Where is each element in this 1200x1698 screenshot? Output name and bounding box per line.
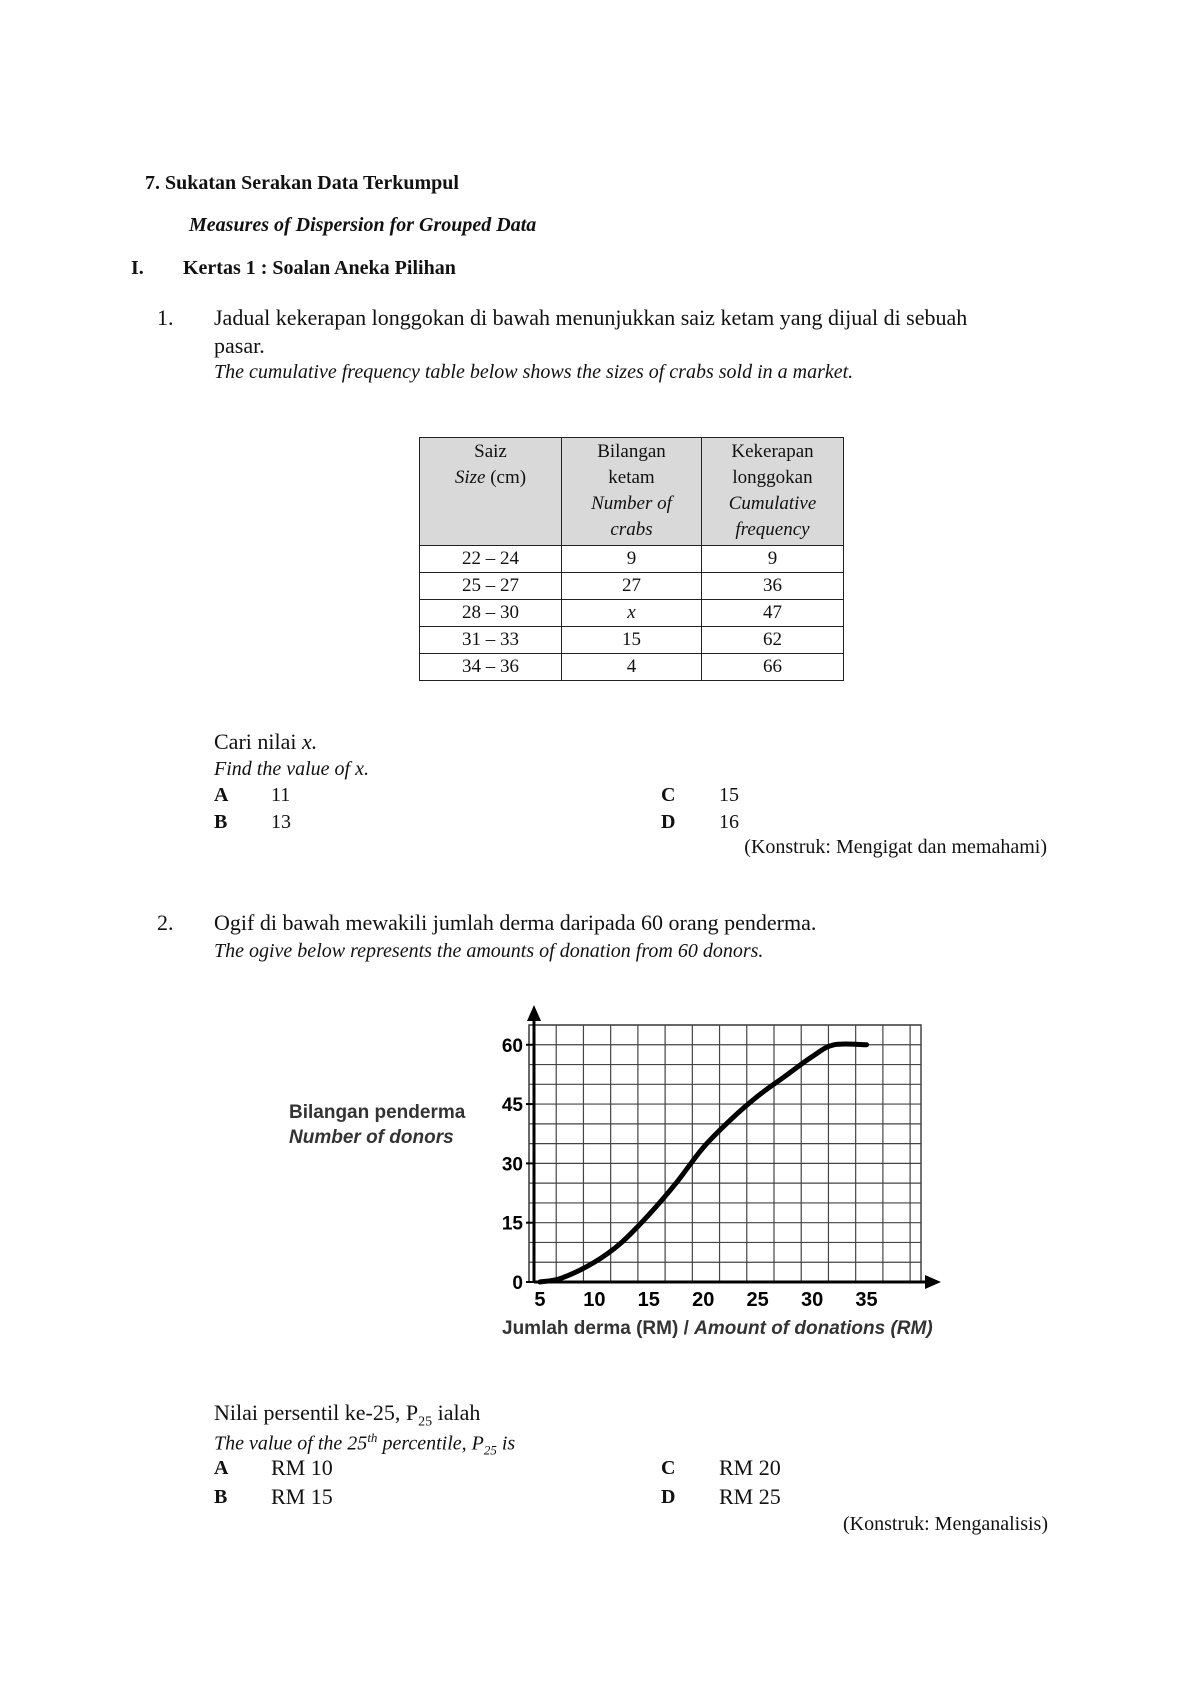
q2-prompt-en: The value of the 25th percentile, $P_{25}$ is xyxy=(214,1430,516,1458)
table-row: 34 – 36 4 66 xyxy=(420,654,844,681)
header-size: Saiz Size (cm) xyxy=(420,438,562,546)
q2-construct: (Konstruk: Menganalisis) xyxy=(843,1513,1048,1535)
section-title: Sukatan Serakan Data Terkumpul xyxy=(165,172,459,194)
q1-prompt: Cari nilai x. xyxy=(214,729,318,754)
cumulative-frequency-table xyxy=(419,437,844,681)
y-tick-label: 15 xyxy=(501,1213,523,1235)
table-row: 28 – 30 x 47 xyxy=(420,600,844,627)
x-tick-labels xyxy=(534,1289,877,1311)
y-axis-label-en: Number of donors xyxy=(289,1127,454,1148)
x-tick-label: 5 xyxy=(534,1289,546,1311)
x-tick-label: 30 xyxy=(800,1289,824,1311)
chart-axes xyxy=(527,1005,941,1289)
x-tick-label: 25 xyxy=(746,1289,769,1311)
q2-text: Ogif di bawah mewakili jumlah derma daripada 60 orang penderma. xyxy=(214,910,817,935)
q2-number: 2. xyxy=(157,910,174,935)
part-numeral: I. xyxy=(131,257,144,279)
x-axis-label-en: Amount of donations (RM) xyxy=(694,1318,933,1339)
header-cumulative-frequency: Kekerapan longgokan Cumulative frequency xyxy=(702,438,844,546)
q2-option-c-value[interactable]: RM 20 xyxy=(719,1455,781,1480)
q1-construct: (Konstruk: Mengigat dan memahami) xyxy=(744,836,1047,858)
q2-option-b-letter[interactable]: B xyxy=(214,1486,228,1508)
q1-text-en: The cumulative frequency table below shows the sizes of crabs sold in a market. xyxy=(214,361,854,383)
q1-prompt-en: Find the value of x. xyxy=(214,758,369,780)
q2-option-a-letter[interactable]: A xyxy=(214,1457,229,1479)
y-axis-arrow xyxy=(527,1005,541,1021)
header-number-of-crabs: Bilangan ketam Number of crabs xyxy=(562,438,702,546)
grid-border xyxy=(529,1025,921,1282)
x-tick-label: 20 xyxy=(692,1289,715,1311)
y-tick-label: 45 xyxy=(501,1095,523,1117)
q2-prompt: Nilai persentil ke-25, $P_{25}$ ialah xyxy=(214,1400,481,1430)
q1-option-c-letter[interactable]: C xyxy=(661,784,676,806)
x-axis-arrow xyxy=(925,1275,941,1289)
q2-option-d-letter[interactable]: D xyxy=(661,1486,676,1508)
q1-option-d-value[interactable]: 16 xyxy=(719,811,739,833)
table-row: 22 – 24 9 9 xyxy=(420,546,844,573)
x-tick-label: 10 xyxy=(583,1289,606,1311)
section-heading xyxy=(145,172,459,195)
x-axis-label-ms: Jumlah derma (RM) / xyxy=(502,1318,689,1339)
x-tick-label: 35 xyxy=(855,1289,878,1311)
table-row: 31 – 33 15 62 xyxy=(420,627,844,654)
q2-text-en: The ogive below represents the amounts of donation from 60 donors. xyxy=(214,940,764,962)
q1-option-b-letter[interactable]: B xyxy=(214,811,228,833)
q1-text-line2: pasar. xyxy=(214,333,265,358)
section-number: 7. xyxy=(145,172,160,194)
q1-option-a-value[interactable]: 11 xyxy=(271,784,291,806)
y-tick-label: 30 xyxy=(501,1154,523,1176)
q1-number: 1. xyxy=(157,305,174,330)
y-axis-label-ms: Bilangan penderma xyxy=(289,1102,466,1123)
chart-grid xyxy=(529,1025,921,1282)
q1-text-line1: Jadual kekerapan longgokan di bawah menunjukkan saiz ketam yang dijual di sebuah xyxy=(214,305,968,330)
q1-option-a-letter[interactable]: A xyxy=(214,784,229,806)
y-tick-label: 0 xyxy=(512,1273,523,1294)
q2-option-b-value[interactable]: RM 15 xyxy=(271,1484,333,1509)
table-header-row xyxy=(420,438,844,546)
q2-option-a-value[interactable]: RM 10 xyxy=(271,1455,333,1480)
table-row: 25 – 27 27 36 xyxy=(420,573,844,600)
q2-option-c-letter[interactable]: C xyxy=(661,1457,676,1479)
q1-option-d-letter[interactable]: D xyxy=(661,811,676,833)
section-title-en: Measures of Dispersion for Grouped Data xyxy=(189,214,537,236)
q1-option-b-value[interactable]: 13 xyxy=(271,811,291,833)
ogive-chart xyxy=(270,1000,970,1360)
x-tick-label: 15 xyxy=(637,1289,660,1311)
q1-option-c-value[interactable]: 15 xyxy=(719,784,739,806)
part-title: Kertas 1 : Soalan Aneka Pilihan xyxy=(183,257,456,279)
x-axis-label xyxy=(502,1318,933,1339)
q2-option-d-value[interactable]: RM 25 xyxy=(719,1484,781,1509)
y-tick-label: 60 xyxy=(501,1035,523,1057)
